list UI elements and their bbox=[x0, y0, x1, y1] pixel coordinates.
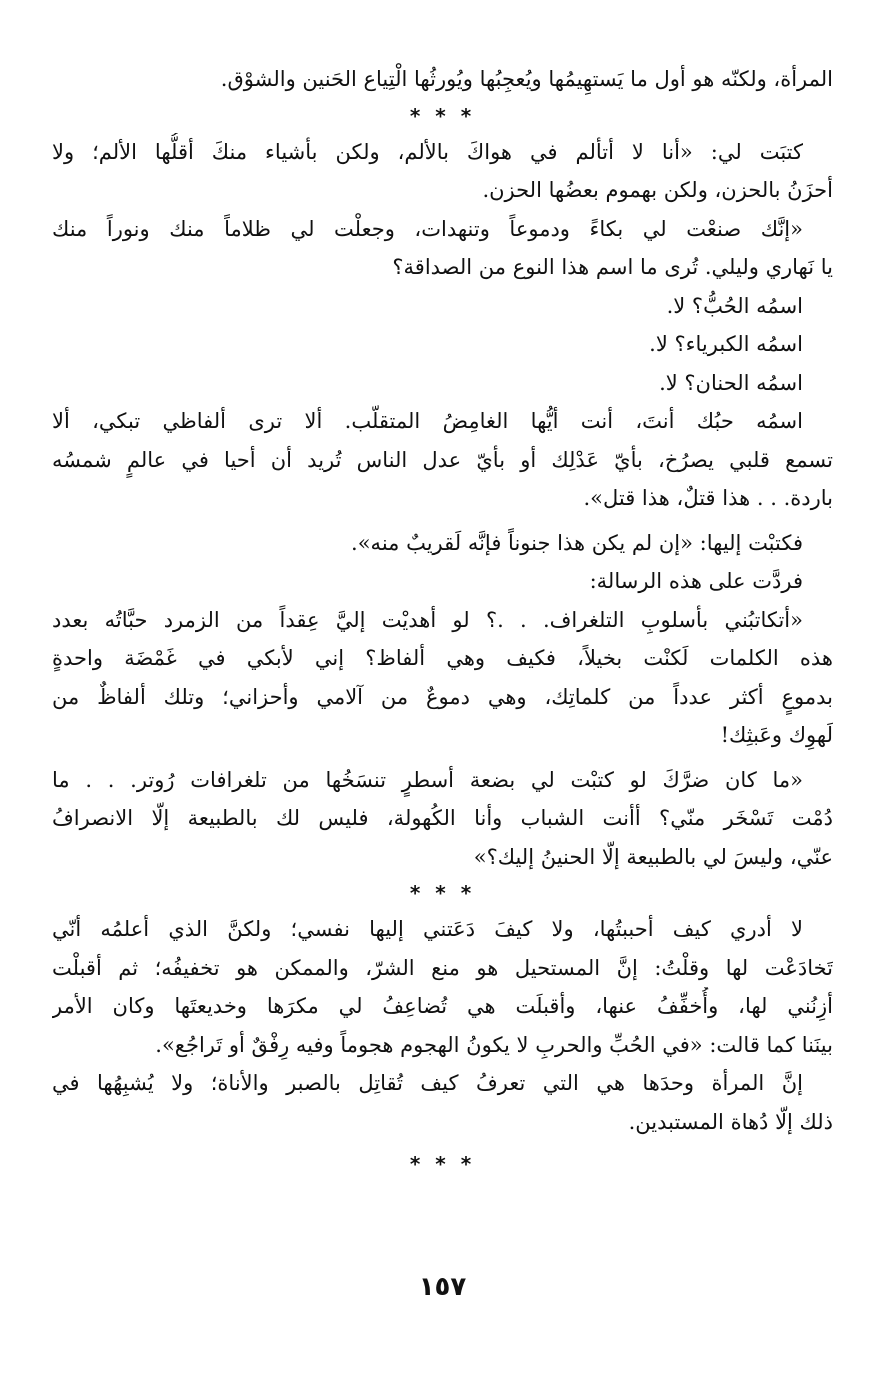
text-line: اسمُه الحنان؟ لا. bbox=[659, 370, 803, 395]
text-line: إنَّ المرأة وحدَها هي التي تعرفُ كيف تُقاتِل بالصبر والأناة؛ ولا يُشبِهُها في bbox=[52, 1071, 803, 1095]
text-line: «إنَّك صنعْت لي بكاءً ودموعاً وتنهدات، وجعلْت لي ظلاماً منك ونوراً منك bbox=[52, 216, 803, 241]
text-line: عنّي، وليسَ لي بالطبيعة إلّا الحنينُ إليك؟» bbox=[473, 844, 833, 869]
text-line: اسمُه الكبرياء؟ لا. bbox=[649, 332, 803, 356]
text-line: فكتبْت إليها: «إن لم يكن هذا جنوناً فإنَّه لَقريبٌ منه». bbox=[351, 530, 803, 555]
text-line: اسمُه حبُك أنتَ، أنت أيُّها الغامِضُ المتقلّب. ألا ترى ألفاظي تبكي، ألا bbox=[52, 409, 803, 433]
text-line: لا أدري كيف أحببتُها، ولا كيفَ دَعَتني إليها نفسي؛ ولكنَّ الذي أعلمُه أنّي bbox=[52, 917, 803, 941]
text-line: بينَنا كما قالت: «في الحُبِّ والحربِ لا يكونُ الهجوم هجوماً وفيه رِفْقٌ أو تَراجُع». bbox=[155, 1032, 833, 1057]
text-line: أحزَنُ بالحزن، ولكن بهموم بعضُها الحزن. bbox=[482, 178, 833, 202]
text-line: كتبَت لي: «أنا لا أتألم في هواكَ بالألم، ولكن بأشياء منكَ أقلُّها الألم؛ ولا bbox=[52, 139, 803, 164]
text-line: أزِنُني لها، وأُخفِّفُ عنها، وأقبلَت هي تُضاعِفُ لي مكرَها وخديعتَها وكان الأمر bbox=[52, 994, 833, 1018]
text-line: المرأة، ولكنّه هو أول ما يَستهِيمُها ويُعجِبُها ويُورثُها الْتِياع الحَنين والشوْق. bbox=[220, 67, 833, 91]
section-separator: * * * bbox=[409, 881, 476, 905]
text-line: اسمُه الحُبُّ؟ لا. bbox=[666, 293, 803, 318]
page-number: ١٥٧ bbox=[418, 1272, 467, 1302]
text-line: تَخادَعْت لها وقلْتُ: إنَّ المستحيل هو منع الشرّ، والممكن هو تخفيفُه؛ ثم أقبلْت bbox=[52, 955, 833, 980]
text-line: لَهوِك وعَبثِك! bbox=[720, 723, 833, 747]
section-separator: * * * bbox=[409, 103, 476, 128]
text-line: بدموعٍ أكثر عدداً من كلماتِك، وهي دموعٌ من آلامي وأحزاني؛ وتلك ألفاظٌ من bbox=[52, 684, 833, 709]
text-line: يا نَهاري وليلي. تُرى ما اسم هذا النوع من الصداقة؟ bbox=[392, 255, 833, 279]
text-line: دُمْت تَسْخَر منّي؟ أأنت الشباب وأنا الكُهولة، فليس لك بالطبيعة إلّا الانصرافُ bbox=[52, 806, 833, 830]
section-separator: * * * bbox=[409, 1152, 476, 1176]
text-line: تسمع قلبي يصرُخ، بأيّ عَدْلِك أو بأيّ عدل الناس تُريد أن أحيا في عالمٍ شمسُه bbox=[52, 447, 833, 472]
text-line: هذه الكلمات لَكنْت بخيلاً، فكيف وهي ألفاظ؟ إني لأبكي في غَمْضَة واحدةٍ bbox=[52, 646, 833, 670]
text-line: «أتكاتبُني بأسلوبِ التلغراف. . .؟ لو أهديْت إليَّ عِقداً من الزمرد حبَّاتُه بعدد bbox=[52, 607, 803, 632]
text-line: فردَّت على هذه الرسالة: bbox=[589, 569, 803, 593]
text-line: «ما كان ضرَّكَ لو كتبْت لي بضعة أسطرٍ تنسَخُها من تلغرافات رُوتر. . . ما bbox=[52, 767, 803, 792]
text-line: باردة. . . هذا قتلٌ، هذا قتل». bbox=[583, 486, 833, 510]
text-line: ذلك إلّا دُهاة المستبدين. bbox=[628, 1109, 833, 1134]
